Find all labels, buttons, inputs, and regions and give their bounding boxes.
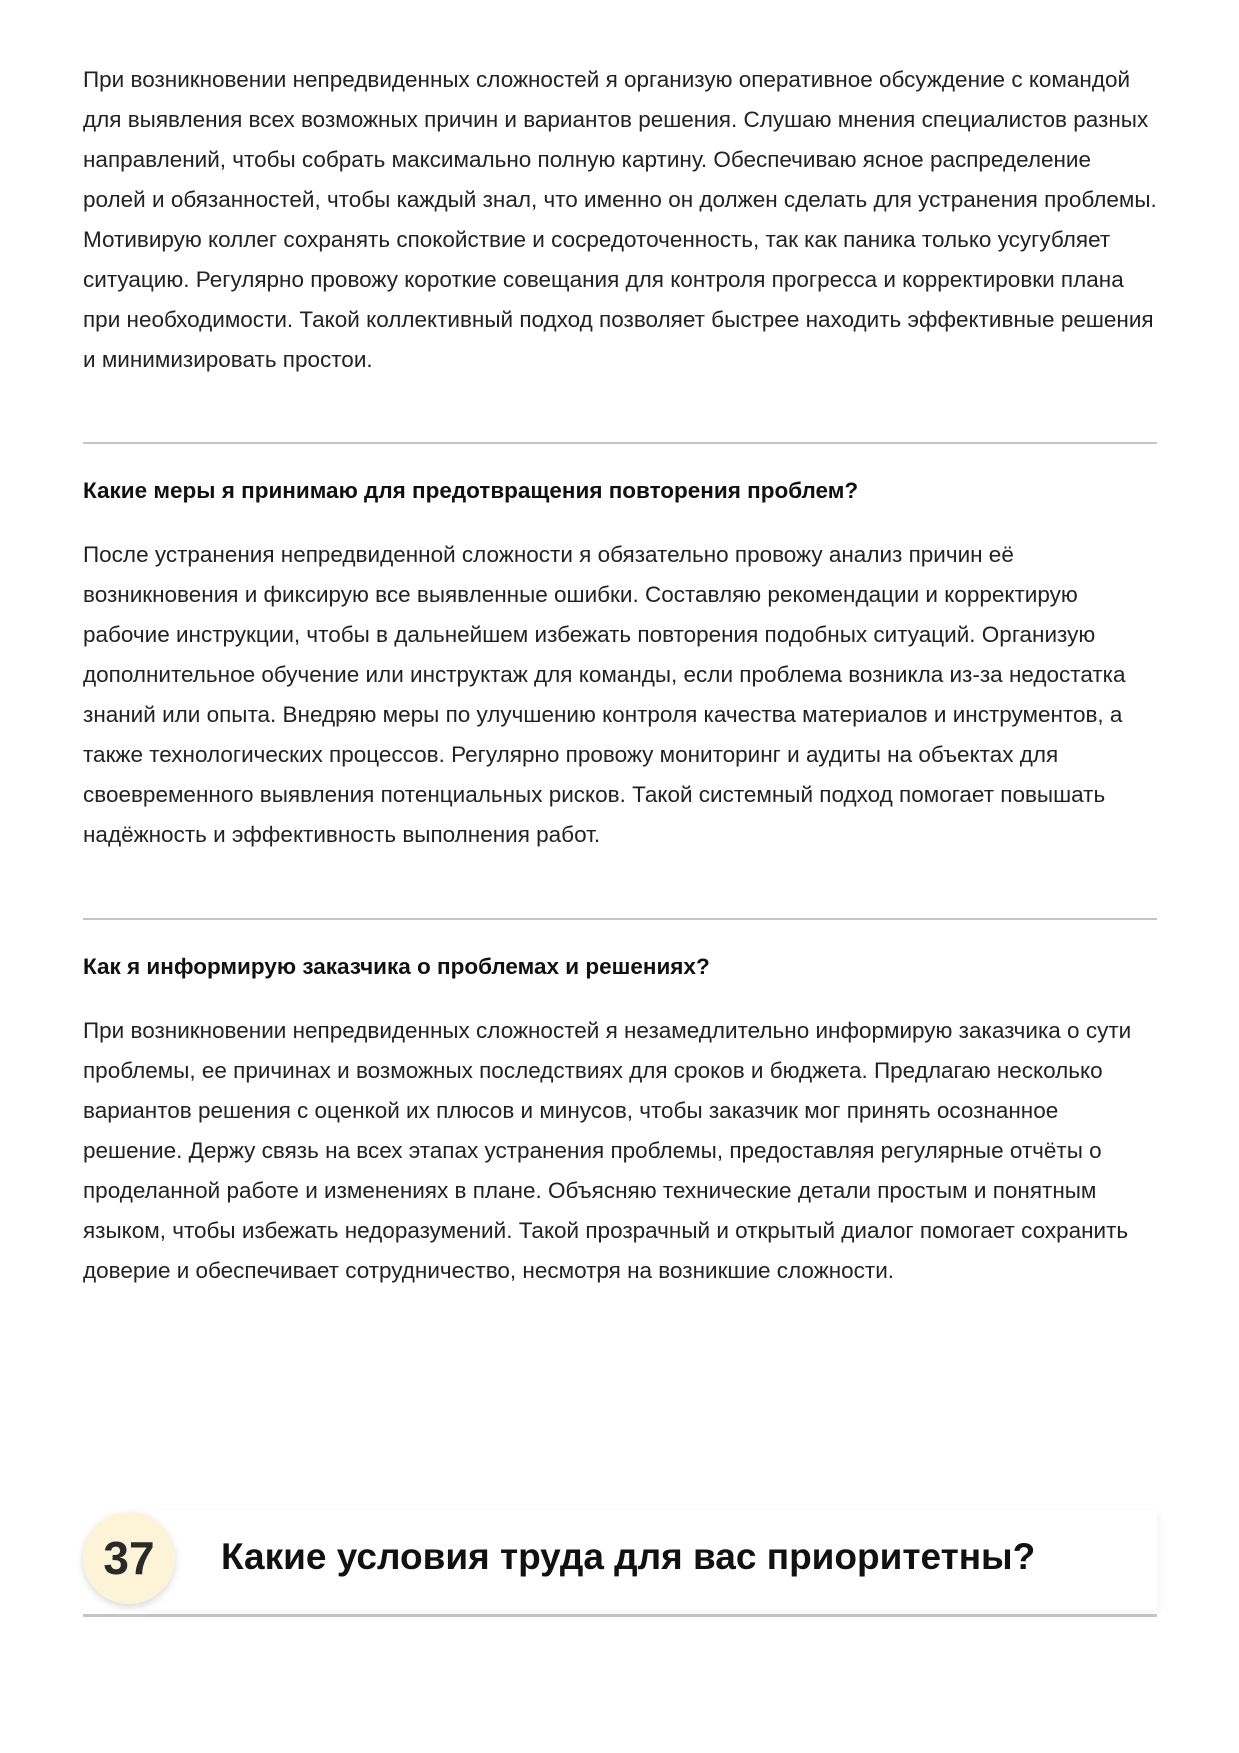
intro-paragraph: При возникновении непредвиденных сложностей я организую оперативное обсуждение с командой для выявления всех возможных причин и вариантов решения. Слушаю мнения специалистов разных направлений, чтобы собрать максимально полную картину. Обеспечиваю ясное распределение ролей и обязанностей, чтобы каждый знал, что именно он должен сделать для устранения проблемы. Мотивирую коллег сохранять спокойствие и сосредоточенность, так как паника только усугубляет ситуацию. Регулярно провожу короткие совещания для контроля прогресса и корректировки плана при необходимости. Такой коллективный подход позволяет быстрее находить эффективные решения и минимизировать простои.: [83, 67, 1157, 372]
divider: [83, 918, 1157, 920]
divider: [83, 442, 1157, 444]
section-header: [83, 1510, 1157, 1610]
question-heading: Как я информирую заказчика о проблемах и решениях?: [83, 954, 710, 979]
section-number-badge: 37: [83, 1512, 175, 1604]
section-underline: [83, 1614, 1157, 1617]
section-title: Какие условия труда для вас приоритетны?: [221, 1536, 1036, 1577]
answer-paragraph: При возникновении непредвиденных сложностей я незамедлительно информирую заказчика о сути проблемы, ее причинах и возможных последствиях для сроков и бюджета. Предлагаю несколько вариантов решения с оценкой их плюсов и минусов, чтобы заказчик мог принять осознанное решение. Держу связь на всех этапах устранения проблемы, предоставляя регулярные отчёты о проделанной работе и изменениях в плане. Объясняю технические детали простым и понятным языком, чтобы избежать недоразумений. Такой прозрачный и открытый диалог помогает сохранить доверие и обеспечивает сотрудничество, несмотря на возникшие сложности.: [83, 1018, 1132, 1283]
answer-paragraph: После устранения непредвиденной сложности я обязательно провожу анализ причин её возникновения и фиксирую все выявленные ошибки. Составляю рекомендации и корректирую рабочие инструкции, чтобы в дальнейшем избежать повторения подобных ситуаций. Организую дополнительное обучение или инструктаж для команды, если проблема возникла из-за недостатка знаний или опыта. Внедряю меры по улучшению контроля качества материалов и инструментов, а также технологических процессов. Регулярно провожу мониторинг и аудиты на объектах для своевременного выявления потенциальных рисков. Такой системный подход помогает повышать надёжность и эффективность выполнения работ.: [83, 542, 1126, 847]
question-heading: Какие меры я принимаю для предотвращения повторения проблем?: [83, 478, 859, 503]
